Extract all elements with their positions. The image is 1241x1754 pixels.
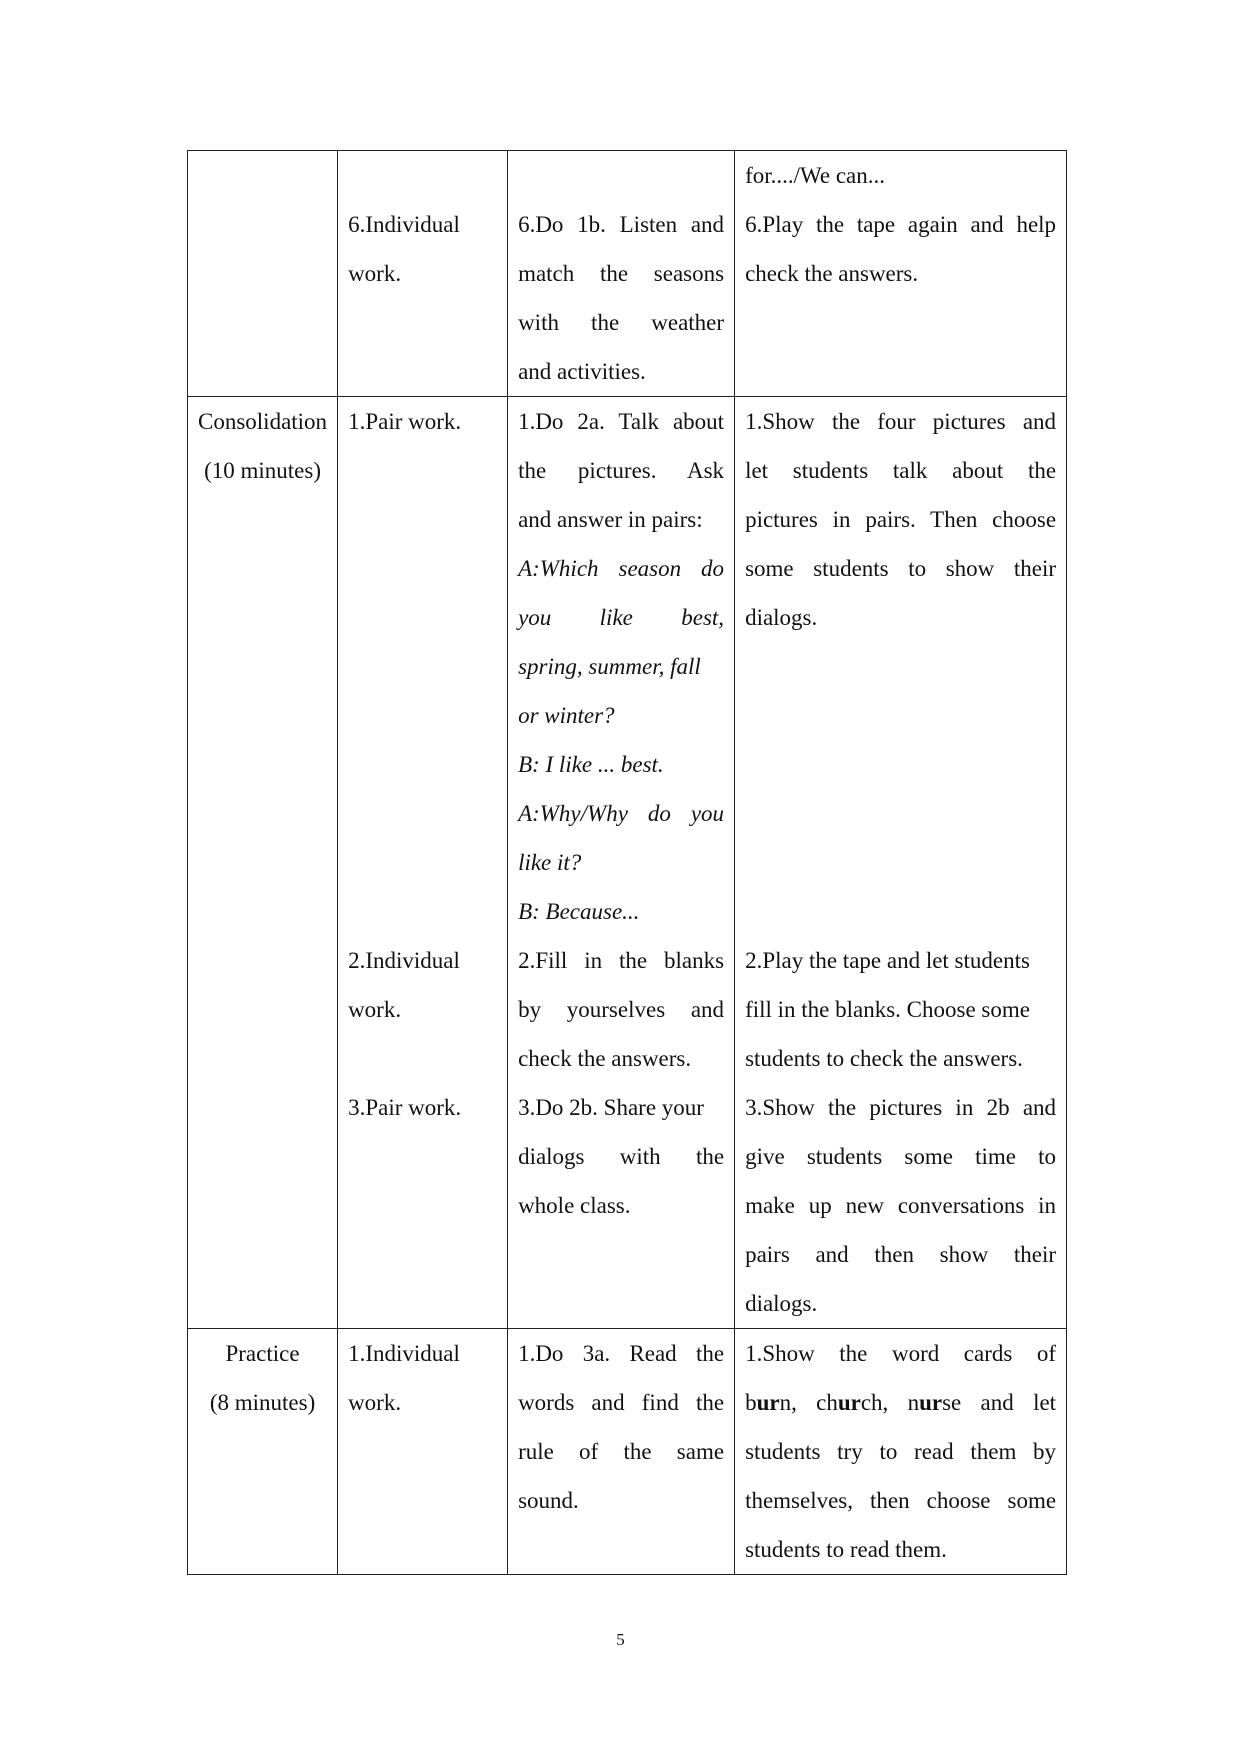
teacher-text: let students talk about the <box>745 458 1057 483</box>
mode-text: 2.Individual <box>348 948 460 973</box>
sound-highlight: ur <box>837 1390 861 1415</box>
stage-cell <box>188 397 338 1329</box>
activity-text: 6.Do 1b. Listen and <box>518 212 725 237</box>
activity-text: and activities. <box>518 359 646 384</box>
activity-text: match the seasons <box>518 261 725 286</box>
teacher-cell <box>735 151 1067 397</box>
stage-duration: (8 minutes) <box>209 1390 316 1415</box>
teacher-text: dialogs. <box>745 1291 818 1316</box>
dialog-line: you like best, <box>518 605 725 630</box>
mode-text: 6.Individual <box>348 212 460 237</box>
teacher-text: students try to read them by <box>745 1439 1057 1464</box>
activity-text: 1.Do 3a. Read the <box>518 1341 725 1366</box>
activity-text: 2.Fill in the blanks <box>518 948 725 973</box>
lesson-plan-table <box>187 150 1067 1575</box>
sound-highlight: ur <box>919 1390 943 1415</box>
dialog-line: spring, summer, fall <box>518 654 701 679</box>
teacher-text: make up new conversations in <box>745 1193 1057 1218</box>
teacher-text: check the answers. <box>745 261 919 286</box>
stage-cell <box>188 1329 338 1575</box>
page-number: 5 <box>616 1630 625 1649</box>
table-row <box>188 397 1067 1329</box>
activity-text: rule of the same <box>518 1439 725 1464</box>
teacher-text: dialogs. <box>745 605 818 630</box>
stage-cell <box>188 151 338 397</box>
dialog-line: B: Because... <box>518 899 640 924</box>
teacher-text: 1.Show the word cards of <box>745 1341 1057 1366</box>
activity-text: by yourselves and <box>518 997 725 1022</box>
activity-text: words and find the <box>518 1390 725 1415</box>
activity-text: whole class. <box>518 1193 631 1218</box>
teacher-text: students to check the answers. <box>745 1046 1023 1071</box>
activity-cell <box>508 151 735 397</box>
teacher-text: 3.Show the pictures in 2b and <box>745 1095 1057 1120</box>
mode-cell <box>338 1329 508 1575</box>
activity-text: and answer in pairs: <box>518 507 703 532</box>
mode-cell <box>338 151 508 397</box>
teacher-text: pictures in pairs. Then choose <box>745 507 1057 532</box>
teacher-cell <box>735 397 1067 1329</box>
activity-text: 1.Do 2a. Talk about <box>518 409 725 434</box>
stage-name: Consolidation <box>198 409 328 434</box>
word-cards-line: burn, church, nurse and let <box>745 1390 1057 1415</box>
teacher-text: some students to show their <box>745 556 1057 581</box>
teacher-text: students to read them. <box>745 1537 947 1562</box>
teacher-text: fill in the blanks. Choose some <box>745 997 1030 1022</box>
teacher-text: themselves, then choose some <box>745 1488 1057 1513</box>
mode-text: work. <box>348 1390 402 1415</box>
mode-text: 3.Pair work. <box>348 1095 462 1120</box>
dialog-line: A:Why/Why do you <box>518 801 725 826</box>
teacher-text: give students some time to <box>745 1144 1057 1169</box>
mode-cell <box>338 397 508 1329</box>
teacher-cell <box>735 1329 1067 1575</box>
teacher-text: for..../We can... <box>745 163 885 188</box>
teacher-text: pairs and then show their <box>745 1242 1057 1267</box>
activity-text: with the weather <box>518 310 725 335</box>
activity-text: the pictures. Ask <box>518 458 725 483</box>
teacher-text: 6.Play the tape again and help <box>745 212 1057 237</box>
activity-cell <box>508 397 735 1329</box>
dialog-line: B: I like ... best. <box>518 752 664 777</box>
dialog-line: like it? <box>518 850 582 875</box>
mode-text: 1.Individual <box>348 1341 460 1366</box>
activity-text: sound. <box>518 1488 579 1513</box>
stage-name: Practice <box>225 1341 300 1366</box>
mode-text: work. <box>348 261 402 286</box>
activity-text: 3.Do 2b. Share your <box>518 1095 704 1120</box>
mode-text: work. <box>348 997 402 1022</box>
dialog-line: A:Which season do <box>518 556 725 581</box>
table-row <box>188 1329 1067 1575</box>
mode-text: 1.Pair work. <box>348 409 462 434</box>
teacher-text: 1.Show the four pictures and <box>745 409 1057 434</box>
teacher-text: 2.Play the tape and let students <box>745 948 1030 973</box>
dialog-line: or winter? <box>518 703 615 728</box>
stage-duration: (10 minutes) <box>204 458 321 483</box>
table-row <box>188 151 1067 397</box>
activity-text: check the answers. <box>518 1046 692 1071</box>
activity-text: dialogs with the <box>518 1144 725 1169</box>
activity-cell <box>508 1329 735 1575</box>
sound-highlight: ur <box>756 1390 780 1415</box>
